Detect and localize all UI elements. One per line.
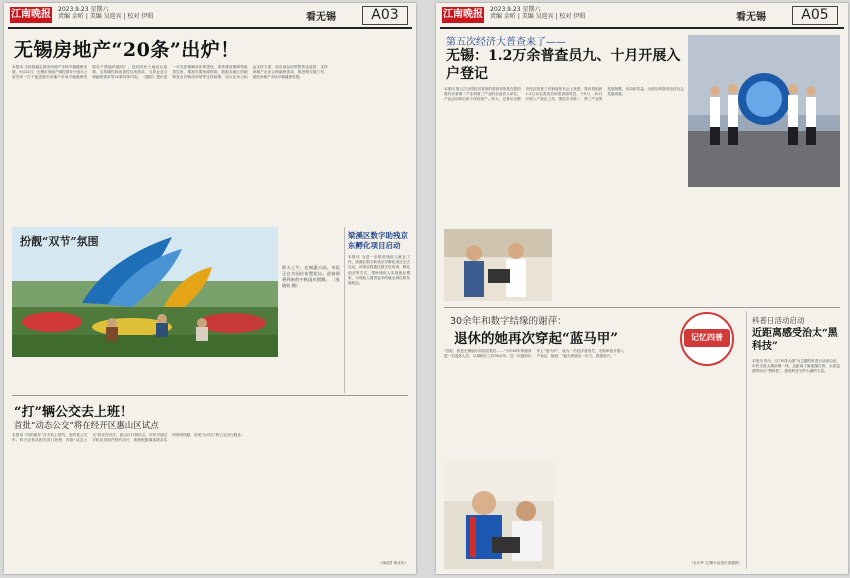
side-article-body: 本报讯 昨天，以“科普太湖”为主题的科普日活动启动，市民走进太湖治理一线，近距离了解蓝藻打捞、水质监测等治太“黑科技”，感受科技守护太湖的力量。 bbox=[752, 359, 840, 374]
lead-kicker: 第五次经济大普查来了—— bbox=[446, 37, 566, 48]
newspaper-page-left bbox=[4, 3, 416, 574]
photo-caption: 昨天上午，在锡惠公园，市民正在为国庆布置花坛，迎接即将到来的中秋国庆假期。 bbox=[282, 265, 340, 282]
issue-date: 2023.9.23 星期六 bbox=[58, 6, 109, 13]
photo-feature-title: 扮靓“双节”氛围 bbox=[20, 235, 99, 248]
bottom-byline: （刘南君 黄本东） bbox=[378, 561, 408, 565]
bottom-headline: “打”辆公交去上班！ bbox=[14, 405, 133, 420]
feature-article-body: “你好，我是无锡统计局的经普员……”今年63岁的谢萍是一名退休人员，从事统计工作30余年，这一次她再次穿上“蓝马甲”，成为一名经济普查员，走街串巷开展入户登记，她说：“能为普查出一份力，我很高兴。” bbox=[444, 349, 624, 359]
bottom-article-body: 本报讯 “叫的就车”在手机上预约，坐的是公交车。昨天记者从相关部门获悉，首批“动态公交”将在经开区、惠山区开展试点，市民可通过手机应用软件预约出行，系统根据乘客需求实时规划线路，实现“点对点”的公交出行服务。 bbox=[12, 433, 245, 443]
side-kicker: 科普日活动启动 bbox=[752, 316, 805, 325]
feature-article-body-cont bbox=[630, 349, 742, 559]
bottom-subheadline: 首批“动态公交”将在经开区惠山区试点 bbox=[14, 421, 159, 431]
header-rule bbox=[8, 27, 412, 29]
lead-article-body: 本报讯 第五次全国经济普查的普查对象是在我国境内从事第二产业和第三产业的全部法人单位、产业活动单位和个体经营户。昨天，记者从无锡市经济普查工作新闻发布会上获悉，我市将组织1.2万余名普查员和普查指导员，于9月、10月开展入户登记工作，摸清全市第二、第三产业的发展规模、布局和效益，全面反映我市经济社会发展成就。 bbox=[444, 87, 684, 102]
lead-headline: 无锡：1.2万余普查员九、十月开展入户登记 bbox=[446, 48, 681, 82]
feature-badge bbox=[674, 309, 740, 369]
header-rule bbox=[440, 27, 844, 29]
page-header bbox=[436, 3, 848, 29]
page-number: A03 bbox=[362, 6, 408, 25]
photo-feature bbox=[12, 227, 278, 357]
badge-label: 记忆四普 bbox=[691, 333, 723, 342]
lead-article-body: 本报讯 为持续稳定我市房地产市场平稳健康发展，9月22日，无锡市房地产调控领导小组办公室发布《关于促进我市房地产市场平稳健康发展若干措施的通知》，包括优化土地出让政策、支持刚性和改善性住房需求、支持企业合理融资需求等20条具体内容。《通知》提出进一步完善保障房体系建设，加快建设保障性租赁住房，增加安置房源供给，鼓励各地区因地制宜出台购房补贴等支持政策，加大住房公积金支持力度，优化商品房预售资金监管，支持房地产企业合理融资需求，推进保交楼工作，促进房地产市场平稳健康发展。 bbox=[12, 65, 328, 80]
page-number: A05 bbox=[792, 6, 838, 25]
page-header bbox=[4, 3, 416, 29]
editor-credits: 责编 金昕 | 美编 吴迎宾 | 校对 伊昭 bbox=[490, 13, 586, 20]
retired-enumerator-photo bbox=[444, 461, 554, 569]
feature-byline: （毛冬华 文/图片由受访者提供） bbox=[689, 561, 742, 565]
editor-credits: 责编 金昕 | 美编 吴迎宾 | 校对 伊昭 bbox=[58, 13, 154, 20]
feature-kicker: 30余年和数字结缘的谢萍： bbox=[450, 316, 567, 327]
section-name: 看无锡 bbox=[306, 12, 336, 23]
household-survey-photo bbox=[444, 229, 552, 301]
lead-article-body-cont bbox=[688, 191, 840, 303]
lead-headline: 无锡房地产“20条”出炉！ bbox=[14, 39, 240, 61]
press-conference-photo bbox=[688, 35, 840, 187]
side-headline: 近距离感受治太“黑科技” bbox=[752, 328, 838, 352]
feature-headline: 退休的她再次穿起“蓝马甲” bbox=[454, 331, 619, 347]
photo-credit: （张晓钦 摄） bbox=[282, 277, 340, 288]
section-name: 看无锡 bbox=[736, 12, 766, 23]
side-headline: 梁溪区数字助残京东孵化项目启动 bbox=[348, 231, 408, 250]
newspaper-page-right bbox=[436, 3, 848, 574]
masthead-logo: 江南晚报 bbox=[10, 7, 52, 23]
issue-date: 2023.9.23 星期六 bbox=[490, 6, 541, 13]
masthead-logo: 江南晚报 bbox=[442, 7, 484, 23]
side-article-body: 本报讯 为进一步推进残疾人就业工作，梁溪区数字助残京东孵化项目正式启动，该项目将通过数字化培训、孵化创业等方式，帮助残疾人实现就业增收，为残疾人提供更多的就业岗位和发展机会。 bbox=[348, 255, 410, 286]
